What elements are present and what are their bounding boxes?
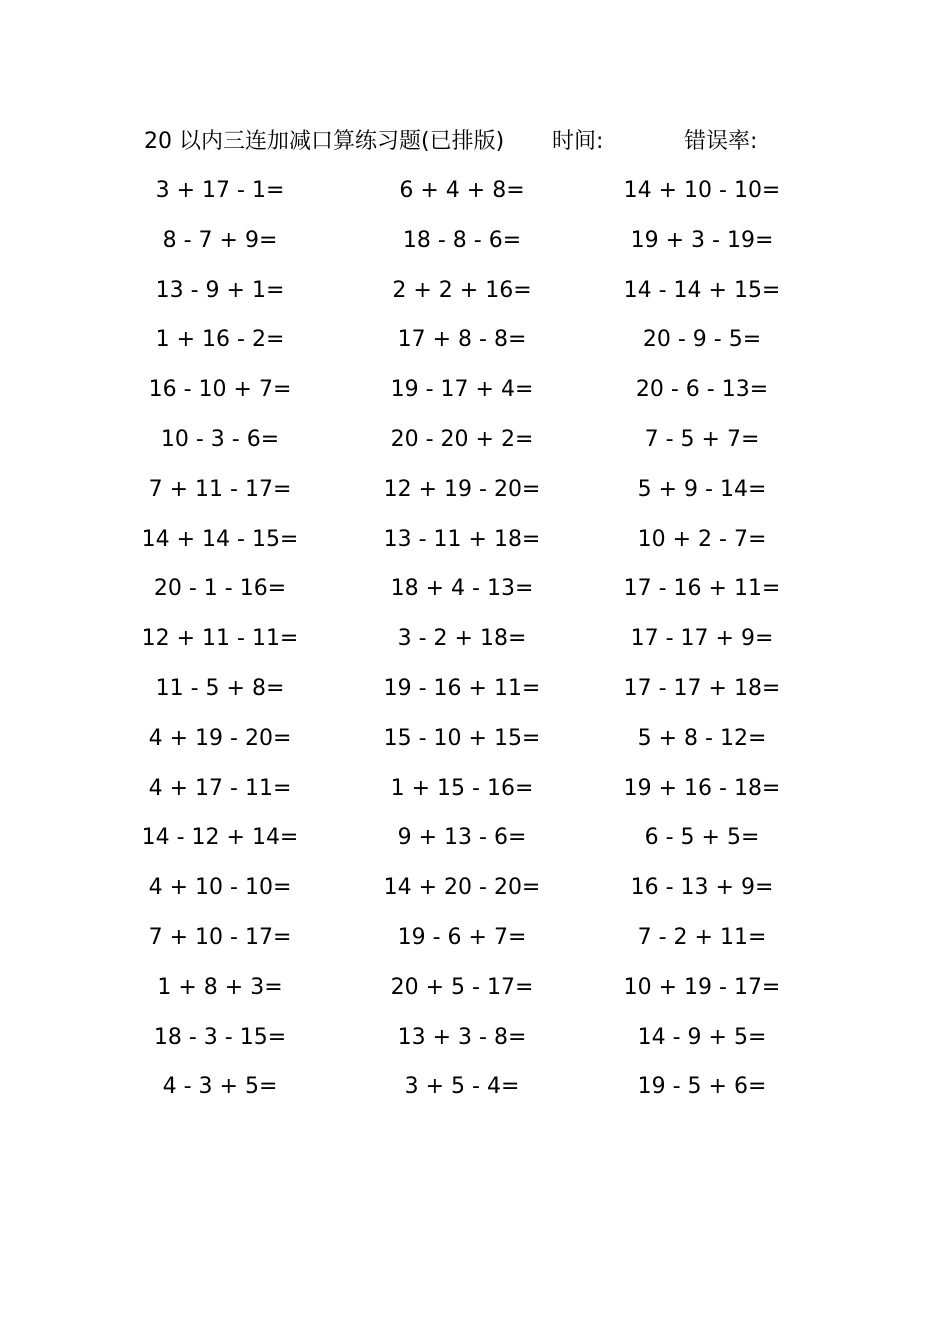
arithmetic-problem: 6 - 5 + 5= bbox=[644, 825, 760, 851]
problem-row bbox=[0, 521, 950, 571]
arithmetic-problem: 2 + 2 + 16= bbox=[392, 277, 532, 303]
problem-row bbox=[0, 321, 950, 371]
arithmetic-problem: 3 - 2 + 18= bbox=[397, 626, 527, 652]
arithmetic-problem: 16 - 10 + 7= bbox=[148, 377, 292, 403]
error-rate-label: 错误率: bbox=[684, 129, 758, 154]
problem-row bbox=[0, 1019, 950, 1069]
arithmetic-problem: 7 + 10 - 17= bbox=[148, 924, 292, 950]
problem-row bbox=[0, 720, 950, 770]
arithmetic-problem: 19 - 6 + 7= bbox=[397, 924, 527, 950]
arithmetic-problem: 18 - 8 - 6= bbox=[402, 227, 522, 253]
problem-row bbox=[0, 1068, 950, 1118]
arithmetic-problem: 4 + 19 - 20= bbox=[148, 725, 292, 751]
arithmetic-problem: 20 - 9 - 5= bbox=[642, 327, 762, 353]
arithmetic-problem: 10 - 3 - 6= bbox=[160, 426, 280, 452]
arithmetic-problem: 7 + 11 - 17= bbox=[148, 476, 292, 502]
arithmetic-problem: 16 - 13 + 9= bbox=[630, 875, 774, 901]
arithmetic-problem: 6 + 4 + 8= bbox=[399, 178, 525, 203]
arithmetic-problem: 3 + 17 - 1= bbox=[155, 178, 285, 203]
arithmetic-problem: 18 + 4 - 13= bbox=[390, 576, 534, 602]
arithmetic-problem: 10 + 2 - 7= bbox=[637, 526, 767, 552]
arithmetic-problem: 13 + 3 - 8= bbox=[397, 1024, 527, 1050]
arithmetic-problem: 5 + 8 - 12= bbox=[637, 725, 767, 751]
arithmetic-problem: 19 - 16 + 11= bbox=[383, 675, 541, 701]
problem-row bbox=[0, 969, 950, 1019]
arithmetic-problem: 17 - 17 + 18= bbox=[623, 675, 781, 701]
arithmetic-problem: 20 - 20 + 2= bbox=[390, 426, 534, 452]
arithmetic-problem: 9 + 13 - 6= bbox=[397, 825, 527, 851]
arithmetic-problem: 17 + 8 - 8= bbox=[397, 327, 527, 353]
arithmetic-problem: 17 - 17 + 9= bbox=[630, 626, 774, 652]
problem-row bbox=[0, 819, 950, 869]
time-label: 时间: bbox=[552, 129, 604, 154]
arithmetic-problem: 20 + 5 - 17= bbox=[390, 974, 534, 1000]
problem-row bbox=[0, 770, 950, 820]
problem-row bbox=[0, 471, 950, 521]
problem-row bbox=[0, 570, 950, 620]
problem-row bbox=[0, 421, 950, 471]
arithmetic-problem: 1 + 16 - 2= bbox=[155, 327, 285, 353]
arithmetic-problem: 20 - 6 - 13= bbox=[635, 377, 769, 403]
problem-grid bbox=[0, 172, 950, 1118]
problem-row bbox=[0, 272, 950, 322]
arithmetic-problem: 20 - 1 - 16= bbox=[153, 576, 287, 602]
arithmetic-problem: 19 - 17 + 4= bbox=[390, 377, 534, 403]
arithmetic-problem: 1 + 15 - 16= bbox=[390, 775, 534, 801]
arithmetic-problem: 14 + 10 - 10= bbox=[623, 178, 781, 203]
arithmetic-problem: 5 + 9 - 14= bbox=[637, 476, 767, 502]
arithmetic-problem: 7 - 5 + 7= bbox=[644, 426, 760, 452]
arithmetic-problem: 4 - 3 + 5= bbox=[162, 1074, 278, 1100]
arithmetic-problem: 14 + 20 - 20= bbox=[383, 875, 541, 901]
problem-row bbox=[0, 919, 950, 969]
problem-row bbox=[0, 371, 950, 421]
arithmetic-problem: 3 + 5 - 4= bbox=[404, 1074, 520, 1100]
arithmetic-problem: 14 + 14 - 15= bbox=[141, 526, 299, 552]
arithmetic-problem: 13 - 9 + 1= bbox=[155, 277, 285, 303]
arithmetic-problem: 18 - 3 - 15= bbox=[153, 1024, 287, 1050]
arithmetic-problem: 19 - 5 + 6= bbox=[637, 1074, 767, 1100]
arithmetic-problem: 12 + 19 - 20= bbox=[383, 476, 541, 502]
arithmetic-problem: 8 - 7 + 9= bbox=[162, 227, 278, 253]
problem-row bbox=[0, 172, 950, 222]
arithmetic-problem: 14 - 14 + 15= bbox=[623, 277, 781, 303]
arithmetic-problem: 15 - 10 + 15= bbox=[383, 725, 541, 751]
arithmetic-problem: 11 - 5 + 8= bbox=[155, 675, 285, 701]
worksheet-header bbox=[144, 126, 784, 158]
arithmetic-problem: 4 + 10 - 10= bbox=[148, 875, 292, 901]
arithmetic-problem: 1 + 8 + 3= bbox=[157, 974, 283, 1000]
problem-row bbox=[0, 670, 950, 720]
worksheet-title: 20 以内三连加减口算练习题(已排版) bbox=[144, 129, 505, 154]
arithmetic-problem: 4 + 17 - 11= bbox=[148, 775, 292, 801]
problem-row bbox=[0, 222, 950, 272]
arithmetic-problem: 17 - 16 + 11= bbox=[623, 576, 781, 602]
problem-row bbox=[0, 869, 950, 919]
problem-row bbox=[0, 620, 950, 670]
arithmetic-problem: 14 - 12 + 14= bbox=[141, 825, 299, 851]
arithmetic-problem: 14 - 9 + 5= bbox=[637, 1024, 767, 1050]
arithmetic-problem: 19 + 3 - 19= bbox=[630, 227, 774, 253]
arithmetic-problem: 12 + 11 - 11= bbox=[141, 626, 299, 652]
arithmetic-problem: 19 + 16 - 18= bbox=[623, 775, 781, 801]
arithmetic-problem: 7 - 2 + 11= bbox=[637, 924, 767, 950]
arithmetic-problem: 13 - 11 + 18= bbox=[383, 526, 541, 552]
arithmetic-problem: 10 + 19 - 17= bbox=[623, 974, 781, 1000]
